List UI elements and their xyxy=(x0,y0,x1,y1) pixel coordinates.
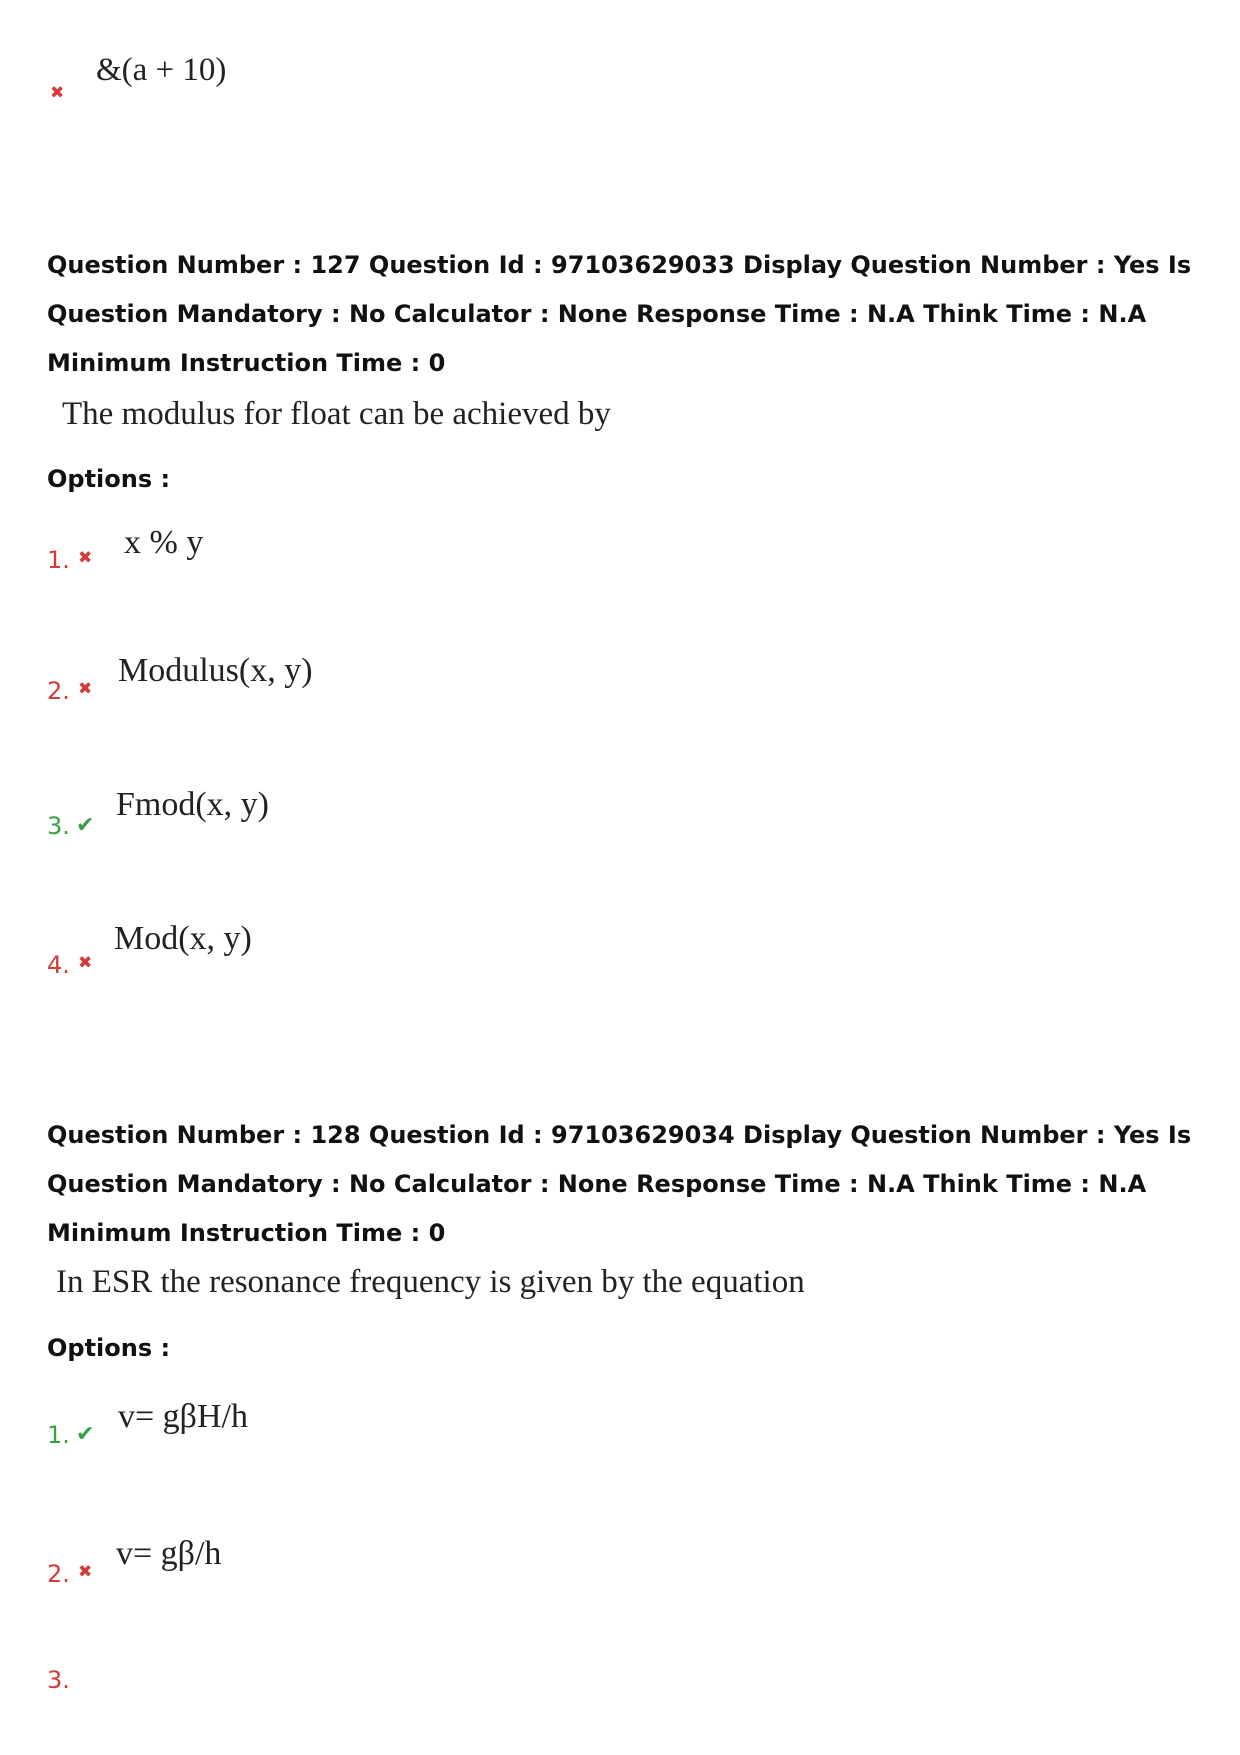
wrong-mark-icon: ✖ xyxy=(78,953,93,973)
checkmark-icon: ✔ xyxy=(76,1422,95,1447)
option-number: 1. xyxy=(47,1421,70,1449)
option-number: 4. xyxy=(47,951,70,979)
option-number: 3. xyxy=(47,1666,70,1694)
question-text: In ESR the resonance frequency is given by the equation xyxy=(56,1264,805,1300)
option-number: 2. xyxy=(47,677,70,705)
option-text: x % y xyxy=(124,524,204,561)
wrong-mark-icon: ✖ xyxy=(78,1562,93,1582)
wrong-mark-icon: ✖ xyxy=(50,83,65,103)
option-text: Modulus(x, y) xyxy=(118,652,313,689)
wrong-mark-icon: ✖ xyxy=(78,548,93,568)
previous-option-text: &(a + 10) xyxy=(96,52,227,88)
wrong-mark-icon: ✖ xyxy=(78,679,93,699)
options-label: Options : xyxy=(47,465,171,493)
question-metadata: Question Number : 127 Question Id : 97103629033 Display Question Number : Yes Is Question Mandatory : No Calculator : None Response Time : N.A Think Time : N.A Minimum Instruction Time : 0 xyxy=(47,251,1192,377)
option-text: v= gβ/h xyxy=(116,1535,222,1572)
option-number: 2. xyxy=(47,1560,70,1588)
checkmark-icon: ✔ xyxy=(76,813,95,838)
option-text: Mod(x, y) xyxy=(114,920,252,957)
option-number: 1. xyxy=(47,546,70,574)
options-label: Options : xyxy=(47,1334,171,1362)
question-metadata: Question Number : 128 Question Id : 97103629034 Display Question Number : Yes Is Question Mandatory : No Calculator : None Response Time : N.A Think Time : N.A Minimum Instruction Time : 0 xyxy=(47,1121,1192,1247)
option-text: Fmod(x, y) xyxy=(116,786,269,823)
option-number: 3. xyxy=(47,812,70,840)
question-text: The modulus for float can be achieved by xyxy=(62,396,611,432)
option-text: v= gβH/h xyxy=(118,1398,248,1435)
